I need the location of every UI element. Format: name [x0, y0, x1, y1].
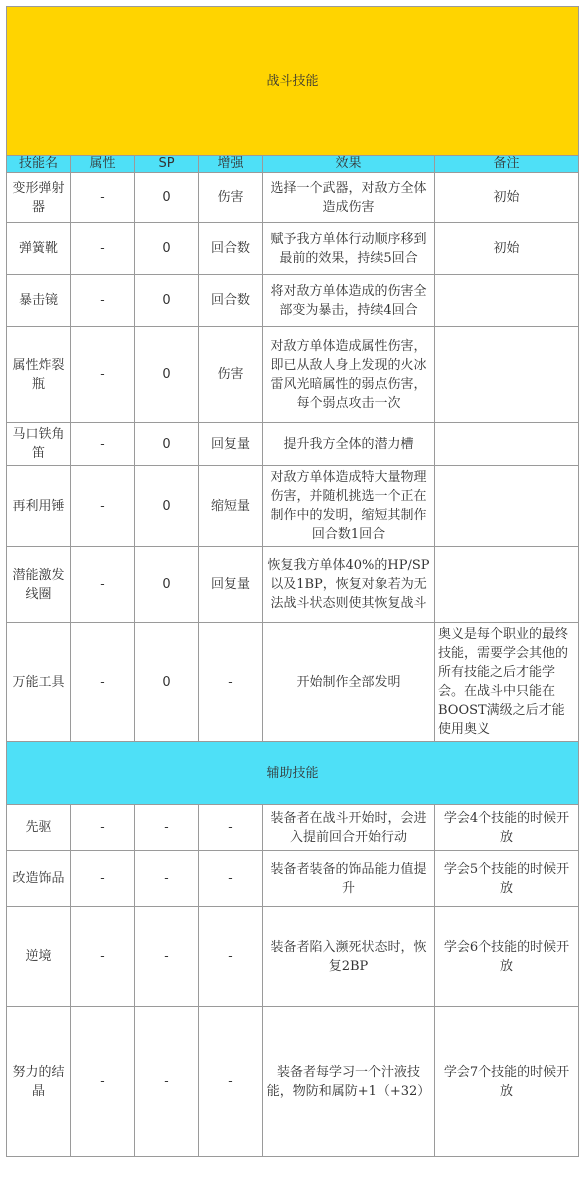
skill-boost: -: [199, 805, 263, 851]
skill-note: 初始: [435, 173, 579, 223]
skill-attr: -: [71, 466, 135, 547]
skill-attr: -: [71, 423, 135, 466]
skill-attr: -: [71, 623, 135, 742]
skill-sp: 0: [135, 173, 199, 223]
skill-effect: 开始制作全部发明: [263, 623, 435, 742]
skill-table: [6, 6, 579, 1157]
skill-name: 潜能激发线圈: [7, 547, 71, 623]
battle-skills-title: 战斗技能: [7, 7, 579, 156]
skill-note: [435, 275, 579, 327]
skill-sp: 0: [135, 327, 199, 423]
skill-attr: -: [71, 907, 135, 1007]
skill-effect: 将对敌方单体造成的伤害全部变为暴击，持续4回合: [263, 275, 435, 327]
skill-sp: -: [135, 851, 199, 907]
skill-attr: -: [71, 223, 135, 275]
skill-boost: 回复量: [199, 547, 263, 623]
skill-name: 先驱: [7, 805, 71, 851]
skill-name: 努力的结晶: [7, 1007, 71, 1157]
skill-attr: -: [71, 327, 135, 423]
skill-name: 再利用锤: [7, 466, 71, 547]
skill-name: 属性炸裂瓶: [7, 327, 71, 423]
header-boost: 增强: [199, 156, 263, 173]
skill-name: 改造饰品: [7, 851, 71, 907]
skill-note: 奥义是每个职业的最终技能，需要学会其他的所有技能之后才能学会。在战斗中只能在BOOST满级之后才能使用奥义: [435, 623, 579, 742]
table-row: [7, 1007, 579, 1157]
skill-effect: 装备者陷入濒死状态时，恢复2BP: [263, 907, 435, 1007]
skill-note: 学会4个技能的时候开放: [435, 805, 579, 851]
skill-boost: 伤害: [199, 327, 263, 423]
skill-sp: 0: [135, 623, 199, 742]
skill-boost: 回合数: [199, 223, 263, 275]
skill-name: 逆境: [7, 907, 71, 1007]
skill-sp: -: [135, 1007, 199, 1157]
skill-boost: 伤害: [199, 173, 263, 223]
skill-note: 初始: [435, 223, 579, 275]
support-skills-title: 辅助技能: [7, 742, 579, 805]
skill-attr: -: [71, 275, 135, 327]
skill-attr: -: [71, 547, 135, 623]
skill-effect: 选择一个武器，对敌方全体造成伤害: [263, 173, 435, 223]
skill-sp: 0: [135, 223, 199, 275]
table-row: [7, 547, 579, 623]
skill-note: 学会6个技能的时候开放: [435, 907, 579, 1007]
skill-effect: 装备者每学习一个汁液技能，物防和属防+1（+32）: [263, 1007, 435, 1157]
skill-sp: 0: [135, 275, 199, 327]
header-attr: 属性: [71, 156, 135, 173]
skill-sp: -: [135, 805, 199, 851]
header-sp: SP: [135, 156, 199, 173]
skill-name: 马口铁角笛: [7, 423, 71, 466]
skill-name: 弹簧靴: [7, 223, 71, 275]
skill-effect: 对敌方单体造成特大量物理伤害，并随机挑选一个正在制作中的发明，缩短其制作回合数1回合: [263, 466, 435, 547]
table-row: [7, 327, 579, 423]
table-row: [7, 907, 579, 1007]
skill-boost: 回复量: [199, 423, 263, 466]
skill-boost: -: [199, 851, 263, 907]
header-name: 技能名: [7, 156, 71, 173]
skill-effect: 装备者装备的饰品能力值提升: [263, 851, 435, 907]
skill-boost: -: [199, 907, 263, 1007]
skill-effect: 装备者在战斗开始时，会进入提前回合开始行动: [263, 805, 435, 851]
table-row: [7, 805, 579, 851]
header-note: 备注: [435, 156, 579, 173]
skill-attr: -: [71, 851, 135, 907]
skill-note: [435, 423, 579, 466]
skill-effect: 赋予我方单体行动顺序移到最前的效果，持续5回合: [263, 223, 435, 275]
skill-attr: -: [71, 1007, 135, 1157]
skill-table-container: [6, 6, 578, 1157]
table-row: [7, 423, 579, 466]
battle-skills-banner-row: [7, 7, 579, 156]
skill-effect: 恢复我方单体40%的HP/SP以及1BP，恢复对象若为无法战斗状态则使其恢复战斗: [263, 547, 435, 623]
skill-attr: -: [71, 805, 135, 851]
skill-attr: -: [71, 173, 135, 223]
skill-note: [435, 327, 579, 423]
skill-name: 万能工具: [7, 623, 71, 742]
skill-name: 暴击镜: [7, 275, 71, 327]
table-row: [7, 623, 579, 742]
skill-note: 学会5个技能的时候开放: [435, 851, 579, 907]
table-row: [7, 466, 579, 547]
skill-boost: -: [199, 623, 263, 742]
table-row: [7, 851, 579, 907]
skill-sp: 0: [135, 423, 199, 466]
skill-effect: 对敌方单体造成属性伤害，即已从敌人身上发现的火冰雷风光暗属性的弱点伤害，每个弱点攻击一次: [263, 327, 435, 423]
header-effect: 效果: [263, 156, 435, 173]
skill-note: [435, 547, 579, 623]
support-skills-banner-row: [7, 742, 579, 805]
skill-effect: 提升我方全体的潜力槽: [263, 423, 435, 466]
table-header-row: [7, 156, 579, 173]
skill-sp: 0: [135, 547, 199, 623]
skill-note: 学会7个技能的时候开放: [435, 1007, 579, 1157]
skill-sp: -: [135, 907, 199, 1007]
skill-boost: 回合数: [199, 275, 263, 327]
table-row: [7, 275, 579, 327]
table-row: [7, 173, 579, 223]
skill-boost: -: [199, 1007, 263, 1157]
skill-boost: 缩短量: [199, 466, 263, 547]
skill-note: [435, 466, 579, 547]
skill-name: 变形弹射器: [7, 173, 71, 223]
skill-sp: 0: [135, 466, 199, 547]
table-row: [7, 223, 579, 275]
